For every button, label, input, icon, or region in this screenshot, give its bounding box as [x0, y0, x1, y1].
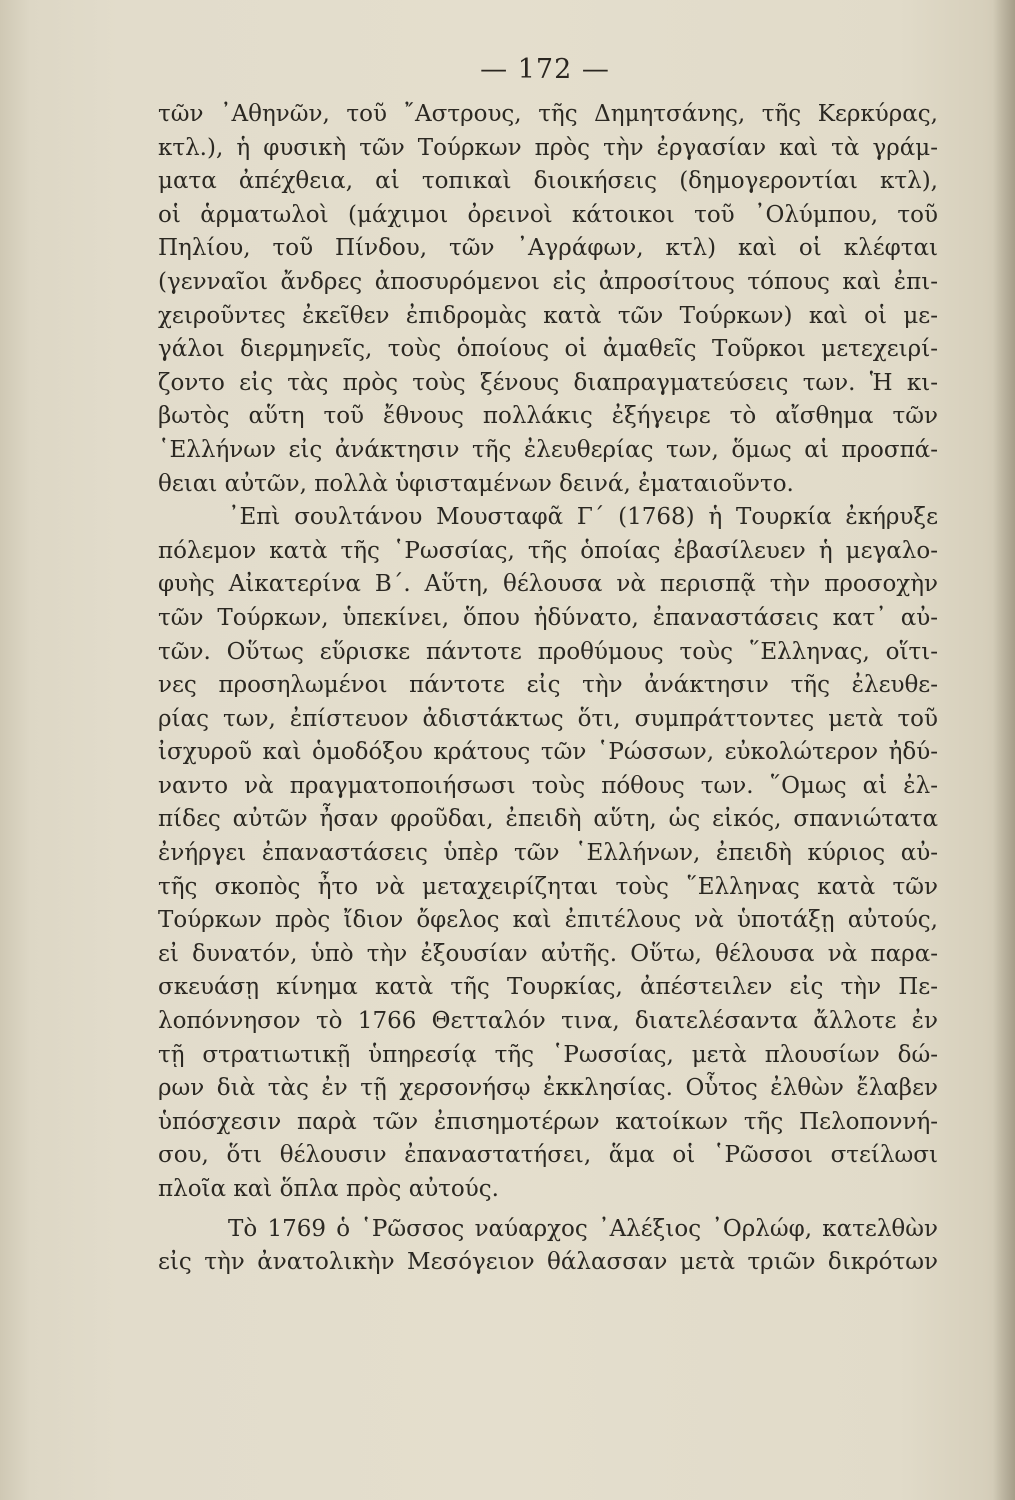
text-line: τῶν. Οὕτως εὕρισκε πάντοτε προθύμους τοὺς ῞Ελληνας, οἵτι-	[158, 638, 938, 665]
paragraph-start: Τὸ 1769 ὁ ῾Ρῶσσος ναύαρχος ᾿Αλέξιος ᾿Ορλώφ, κατελθὼν	[228, 1215, 938, 1242]
text-line: βωτὸς αὕτη τοῦ ἔθνους πολλάκις ἐξήγειρε τὸ αἴσθημα τῶν	[158, 403, 938, 430]
text-line: (γενναῖοι ἄνδρες ἀποσυρόμενοι εἰς ἀπροσίτους τόπους καὶ ἐπι-	[158, 268, 938, 295]
text-line: εἰς τὴν ἀνατολικὴν Μεσόγειον θάλασσαν μετὰ τριῶν δικρότων	[158, 1249, 938, 1276]
text-line: πόλεμον κατὰ τῆς ῾Ρωσσίας, τῆς ὁποίας ἐβασίλευεν ἡ μεγαλο-	[158, 537, 938, 564]
text-line: τῇ στρατιωτικῇ ὑπηρεσίᾳ τῆς ῾Ρωσσίας, μετὰ πλουσίων δώ-	[158, 1041, 938, 1068]
text-line: ρίας των, ἐπίστευον ἀδιστάκτως ὅτι, συμπράττοντες μετὰ τοῦ	[158, 705, 938, 732]
text-line: νες προσηλωμένοι πάντοτε εἰς τὴν ἀνάκτησιν τῆς ἐλευθε-	[158, 672, 938, 699]
text-line: Τούρκων πρὸς ἴδιον ὄφελος καὶ ἐπιτέλους νὰ ὑποτάξῃ αὐτούς,	[158, 907, 938, 934]
text-line: ἰσχυροῦ καὶ ὁμοδόξου κράτους τῶν ῾Ρώσσων, εὐκολώτερον ἠδύ-	[158, 739, 938, 766]
text-line: τῶν Τούρκων, ὑπεκίνει, ὅπου ἠδύνατο, ἐπαναστάσεις κατ᾿ αὐ-	[158, 604, 938, 631]
text-line: οἱ ἁρματωλοὶ (μάχιμοι ὀρεινοὶ κάτοικοι τοῦ ᾿Ολύμπου, τοῦ	[158, 201, 938, 228]
text-line: ἐνήργει ἐπαναστάσεις ὑπὲρ τῶν ῾Ελλήνων, ἐπειδὴ κύριος αὐ-	[158, 840, 938, 867]
text-line: πίδες αὐτῶν ἦσαν φροῦδαι, ἐπειδὴ αὕτη, ὡς εἰκός, σπανιώτατα	[158, 806, 938, 833]
text-line: ζοντο εἰς τὰς πρὸς τοὺς ξένους διαπραγματεύσεις των. Ἡ κι-	[158, 369, 938, 396]
text-line: γάλοι διερμηνεῖς, τοὺς ὁποίους οἱ ἀμαθεῖς Τοῦρκοι μετεχειρί-	[158, 336, 938, 363]
text-line: ρων διὰ τὰς ἐν τῇ χερσονήσῳ ἐκκλησίας. Οὗτος ἐλθὼν ἔλαβεν	[158, 1075, 938, 1102]
text-line: θειαι αὐτῶν, πολλὰ ὑφισταμένων δεινά, ἐματαιοῦντο.	[158, 470, 794, 497]
text-line: σκευάσῃ κίνημα κατὰ τῆς Τουρκίας, ἀπέστειλεν εἰς τὴν Πε-	[158, 974, 938, 1001]
text-line: κτλ.), ἡ φυσικὴ τῶν Τούρκων πρὸς τὴν ἐργασίαν καὶ τὰ γράμ-	[158, 134, 938, 161]
text-line: τῆς σκοπὸς ἦτο νὰ μεταχειρίζηται τοὺς ῞Ελληνας κατὰ τῶν	[158, 873, 938, 900]
body-text	[158, 98, 938, 1280]
text-line: λοπόννησον τὸ 1766 Θετταλόν τινα, διατελέσαντα ἄλλοτε ἐν	[158, 1008, 938, 1035]
text-line: χειροῦντες ἐκεῖθεν ἐπιδρομὰς κατὰ τῶν Τούρκων) καὶ οἱ με-	[158, 302, 938, 329]
text-line: σου, ὅτι θέλουσιν ἐπαναστατήσει, ἅμα οἱ ῾Ρῶσσοι στείλωσι	[158, 1142, 938, 1169]
text-line: ματα ἀπέχθεια, αἱ τοπικαὶ διοικήσεις (δημογεροντίαι κτλ),	[158, 168, 938, 195]
page-edge-shadow	[993, 0, 1015, 1500]
text-line: φυὴς Αἰκατερίνα Β΄. Αὕτη, θέλουσα νὰ περισπᾷ τὴν προσοχὴν	[158, 571, 938, 598]
paragraph-start: ᾿Επὶ σουλτάνου Μουσταφᾶ Γ΄ (1768) ἡ Τουρκία ἐκήρυξε	[228, 504, 938, 531]
text-line: ῾Ελλήνων εἰς ἀνάκτησιν τῆς ἐλευθερίας των, ὅμως αἱ προσπά-	[158, 436, 938, 463]
text-line: ναντο νὰ πραγματοποιήσωσι τοὺς πόθους των. ῞Ομως αἱ ἐλ-	[158, 772, 938, 799]
text-line: τῶν ᾿Αθηνῶν, τοῦ ῎Αστρους, τῆς Δημητσάνης, τῆς Κερκύρας,	[158, 101, 938, 127]
text-line: πλοῖα καὶ ὅπλα πρὸς αὐτούς.	[158, 1176, 499, 1202]
text-line: Πηλίου, τοῦ Πίνδου, τῶν ᾿Αγράφων, κτλ) καὶ οἱ κλέφται	[158, 235, 938, 262]
page-number: — 172 —	[480, 54, 610, 85]
text-line: ὑπόσχεσιν παρὰ τῶν ἐπισημοτέρων κατοίκων τῆς Πελοποννή-	[158, 1108, 938, 1135]
text-line: εἰ δυνατόν, ὑπὸ τὴν ἐξουσίαν αὐτῆς. Οὕτω, θέλουσα νὰ παρα-	[158, 940, 938, 967]
